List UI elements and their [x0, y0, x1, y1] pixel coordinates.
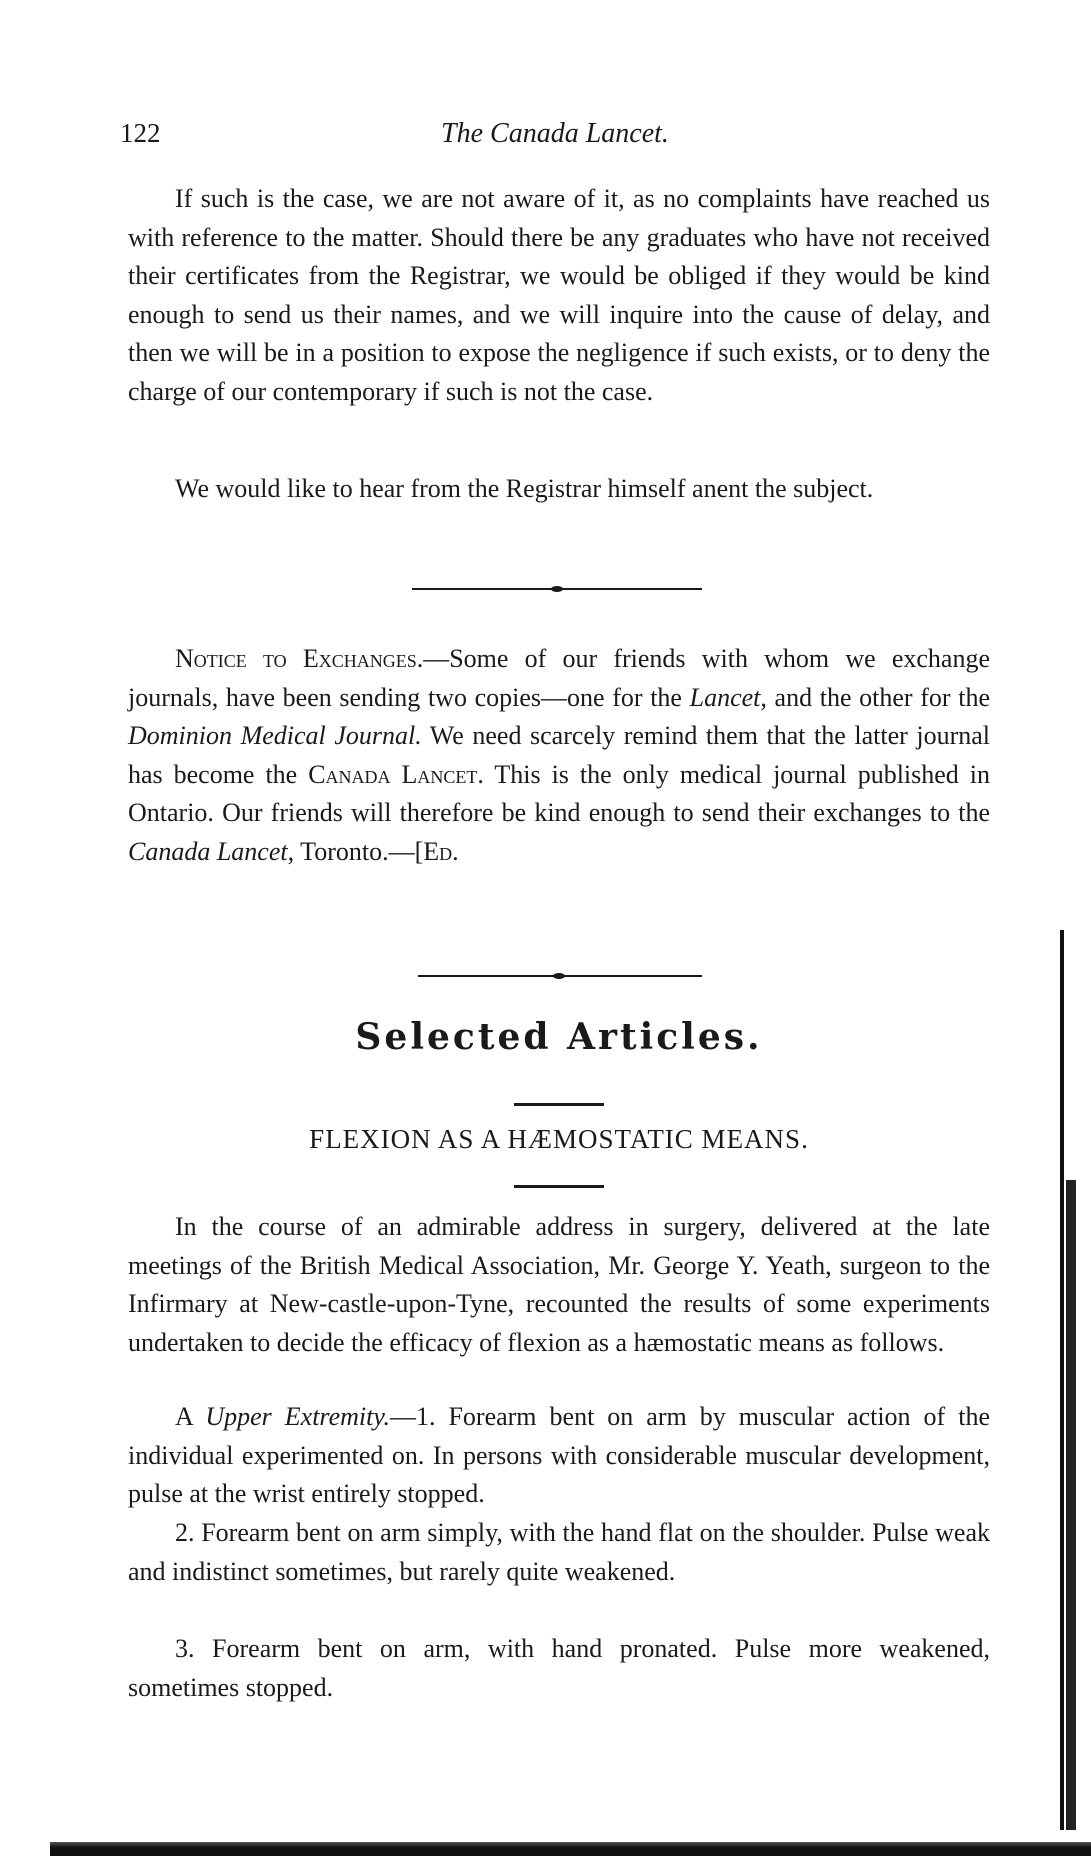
heading-rule	[514, 1103, 604, 1106]
notice-lead: Notice to Exchanges.	[175, 644, 424, 673]
notice-text: We need scarcely remind them that the latter journal has become the	[128, 721, 990, 789]
article-intro: In the course of an admirable address in surgery, delivered at the late meetings of the British Medical Association, Mr. George Y. Yeath, surgeon to the Infirmary at New-castle-upon-Tyne, recounted the results of some experiments undertaken to decide the efficacy of flexion as a hæmostatic means as follows.	[128, 1212, 990, 1357]
running-title: The Canada Lancet.	[441, 118, 669, 149]
notice-text: Toronto.—[	[294, 836, 424, 866]
article-item-2: 2. Forearm bent on arm simply, with the hand flat on the shoulder. Pulse weak and indistinct sometimes, but rarely quite weakened.	[128, 1518, 990, 1586]
page-edge-shadow	[1066, 1180, 1076, 1830]
notice-canada-lancet-italic: Canada Lancet,	[128, 836, 295, 866]
notice-editor-signature: Ed.	[423, 836, 459, 866]
article-item-1	[128, 1398, 990, 1514]
editorial-paragraph: If such is the case, we are not aware of it, as no complaints have reached us with reference to the matter. Should there be any graduates who have not received their certificates from the Registrar, we would be obliged if they would be kind enough to send us their names, and we will inquire into the cause of delay, and then we will be in a position to expose the negligence if such exists, or to deny the charge of our contemporary if such is not the case.	[128, 184, 990, 406]
item-text: —1. Forearm bent on arm by muscular action of the individual experimented on. In persons with considerable muscular development, pulse at the wrist entirely stopped.	[128, 1402, 990, 1508]
page-edge-shadow	[1060, 930, 1064, 1830]
editorial-closing-paragraph: We would like to hear from the Registrar himself anent the subject.	[175, 474, 874, 503]
section-heading: Selected Articles.	[355, 1016, 763, 1058]
item-label: Upper Extremity.	[205, 1402, 390, 1431]
article-title: FLEXION AS A HÆMOSTATIC MEANS.	[309, 1124, 809, 1154]
notice-text: —Some of our friends with whom we exchange journals, have been sending two copies—one for the	[128, 644, 990, 712]
notice-paragraph	[128, 640, 990, 871]
notice-text: and the other for the	[766, 682, 990, 712]
notice-text: This is the only medical journal published in Ontario. Our friends will therefore be kind enough to send their exchanges to the	[128, 759, 990, 827]
scan-bottom-edge	[50, 1842, 1091, 1856]
notice-lancet: Lancet,	[689, 682, 767, 712]
notice-canada-lancet: Canada Lancet.	[308, 759, 484, 789]
article-item-3: 3. Forearm bent on arm, with hand pronated. Pulse more weakened, sometimes stopped.	[128, 1634, 990, 1702]
item-prefix: A	[175, 1402, 206, 1431]
page-number: 122	[120, 118, 161, 148]
page-header	[120, 118, 990, 158]
notice-dominion-journal: Dominion Medical Journal.	[128, 721, 422, 750]
title-rule	[514, 1185, 604, 1188]
